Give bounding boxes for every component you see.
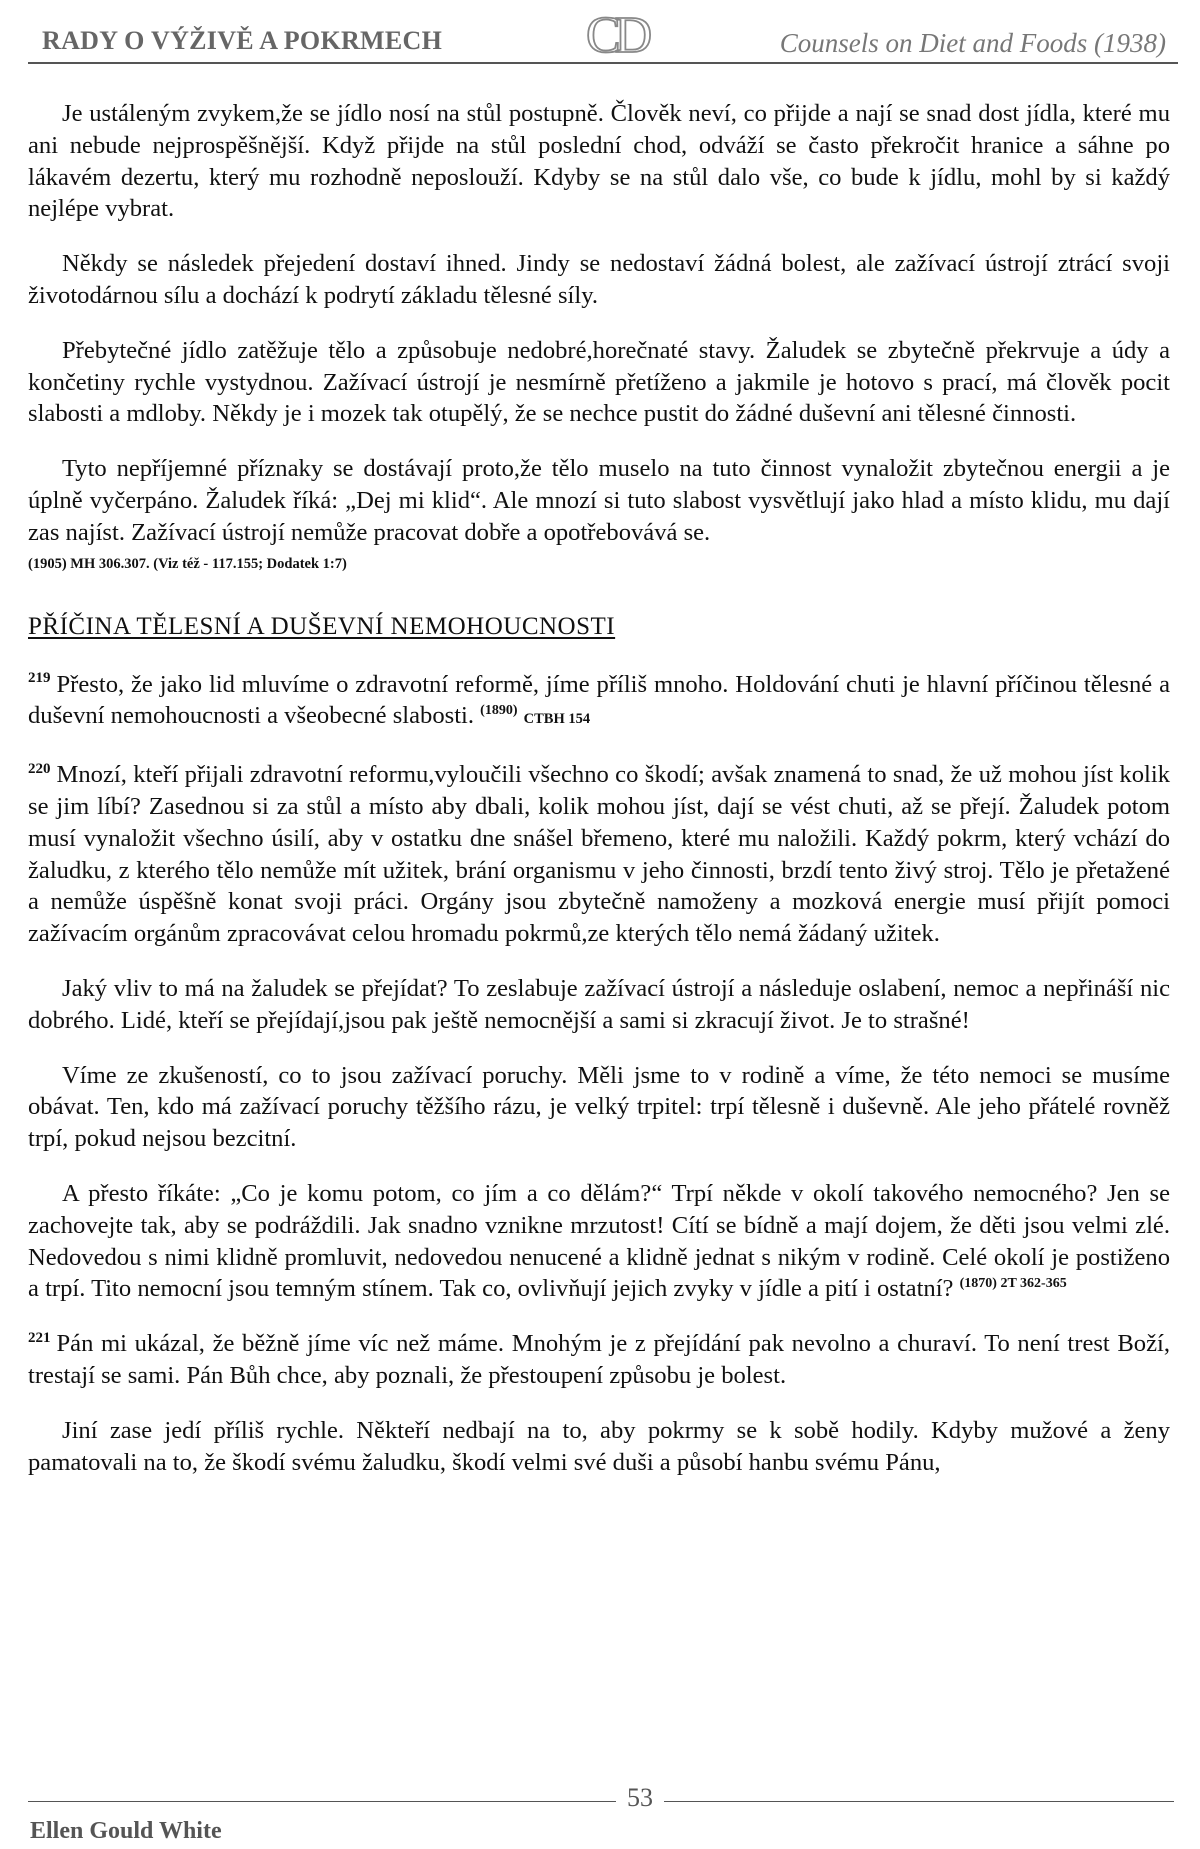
paragraph-219 xyxy=(28,669,1170,737)
reference-source: CTBH 154 xyxy=(523,711,591,728)
footer-rule-left xyxy=(28,1801,616,1802)
footer-rule-right xyxy=(664,1801,1174,1802)
paragraph-5: Jaký vliv to má na žaludek se přejídat? To zeslabuje zažívací ústrojí a následuje oslabení, nemoc a nepřináší nic dobrého. Lidé, kteří se přejídají,jsou pak ještě nemocnější a sami si zkracují život. Je to strašné! xyxy=(28,974,1170,1034)
paragraph-219-text: Přesto, že jako lid mluvíme o zdravotní reformě, jíme příliš mnoho. Holdování chuti je hlavní příčinou tělesné a duševní nemohoucnosti a všeobecné slabosti. xyxy=(28,670,1170,730)
cd-logo: CD xyxy=(586,7,647,64)
footer-author: Ellen Gould White xyxy=(30,1818,222,1844)
page-number: 53 xyxy=(627,1783,653,1812)
paragraph-221-text: Pán mi ukázal, že běžně jíme víc než máme. Mnohým je z přejídání pak nevolno a churaví. To není trest Boží, trestají se sami. Pán Bůh chce, aby poznali, že přestoupení způsobu je bolest. xyxy=(28,1330,1170,1389)
paragraph-220 xyxy=(28,759,1170,950)
header-book-title-en: Counsels on Diet and Foods (1938) xyxy=(779,28,1166,58)
section-heading: PŘÍČINA TĚLESNÍ A DUŠEVNÍ NEMOHOUCNOSTI xyxy=(28,612,616,640)
page-footer xyxy=(0,1780,1200,1849)
paragraph-4-reference: (1905) MH 306.307. (Viz též - 117.155; Dodatek 1:7) xyxy=(28,555,347,572)
page-content xyxy=(28,98,1170,1501)
reference-citation: (1870) 2T 362-365 xyxy=(959,1276,1067,1292)
paragraph-7-text: A přesto říkáte: „Co je komu potom, co jím a co dělám?“ Trpí někde v okolí takového nemocného? Jen se zachovejte tak, aby se podráždili. Jak snadno vznikne mrzutost! Cítí se bídně a mají dojem, že děti jsou velmi zlé. Nedovedou s nimi klidně promluvit, nedovedou nenucené a klidně jednat s nikým v rodině. Celé okolí je postiženo a trpí. Tito nemocní jsou temným stínem. Tak co, ovlivňují jejich zvyky v jídle a pití i ostatní? xyxy=(28,1179,1170,1303)
paragraph-220-text: Mnozí, kteří přijali zdravotní reformu,vyloučili všechno co škodí; avšak znamená to snad, že už mohou jíst kolik se jim líbí? Zasednou si za stůl a místo aby dbali, kolik mohou jíst, dají se vést chuti, až se přejí. Žaludek potom musí vynaložit všechno úsilí, aby v ostatku dne snášel břemeno, které mu naložili. Každý pokrm, který vchází do žaludku, z kterého tělo nemůže mít užitek, brání organismu v jeho činnosti, brzdí tento živý stroj. Tělo je přetažené a nemůže úspěšně konat svoji práci. Orgány jsou zbytečně namoženy a mozková energie musí přijít pomoci zažívacím orgánům zpracovávat celou hromadu pokrmů,ze kterých tělo nemá žádaný užitek. xyxy=(28,761,1170,948)
paragraph-number: 220 xyxy=(28,760,51,777)
paragraph-4: Tyto nepříjemné příznaky se dostávají proto,že tělo muselo na tuto činnost vynaložit zbytečnou energii a je úplně vyčerpáno. Žaludek říká: „Dej mi klid“. Ale mnozí si tuto slabost vysvětlují jako hlad a místo klidu, mu dají zas najíst. Zažívací ústrojí nemůže pracovat dobře a opotřebovává se. xyxy=(28,455,1170,546)
reference-year: (1890) xyxy=(480,703,518,719)
header-book-title-cz: RADY O VÝŽIVĚ A POKRMECH xyxy=(42,26,443,55)
paragraph-7 xyxy=(28,1178,1170,1305)
page-header xyxy=(28,7,1178,64)
paragraph-number: 219 xyxy=(28,670,51,687)
paragraph-1: Je ustáleným zvykem,že se jídlo nosí na stůl postupně. Člověk neví, co přijde a nají se snad dost jídla, které mu ani nebude nejprospěšnější. Když přijde na stůl poslední chod, odváží se často překročit hranice a sáhne po lákavém dezertu, který mu rozhodně neposlouží. Kdyby se na stůl dalo vše, co bude k jídlu, mohl by si každý nejlépe vybrat. xyxy=(28,100,1170,223)
paragraph-2: Někdy se následek přejedení dostaví ihned. Jindy se nedostaví žádná bolest, ale zažívací ústrojí ztrácí svoji životodárnou sílu a dochází k podrytí základu tělesné síly. xyxy=(28,250,1170,309)
paragraph-number: 221 xyxy=(28,1329,51,1346)
paragraph-3: Přebytečné jídlo zatěžuje tělo a způsobuje nedobré,horečnaté stavy. Žaludek se zbytečně překrvuje a údy a končetiny rychle vystydnou. Zažívací ústrojí je nesmírně přetíženo a jakmile je hotovo s prací, má člověk pocit slabosti a mdloby. Někdy je i mozek tak otupělý, že se nechce pustit do žádné duševní ani tělesné činnosti. xyxy=(28,336,1170,428)
paragraph-6: Víme ze zkušeností, co to jsou zažívací poruchy. Měli jsme to v rodině a víme, že této nemoci se musíme obávat. Ten, kdo má zažívací poruchy těžšího rázu, je velký trpitel: trpí tělesně i duševně. Ale jeho přátelé rovněž trpí, pokud nejsou bezcitní. xyxy=(28,1061,1170,1153)
paragraph-8: Jiní zase jedí příliš rychle. Někteří nedbají na to, aby pokrmy se k sobě hodily. Kdyby mužové a ženy pamatovali na to, že škodí svému žaludku, škodí velmi své duši a působí hanbu svému Pánu, xyxy=(28,1416,1170,1476)
paragraph-221 xyxy=(28,1328,1170,1392)
